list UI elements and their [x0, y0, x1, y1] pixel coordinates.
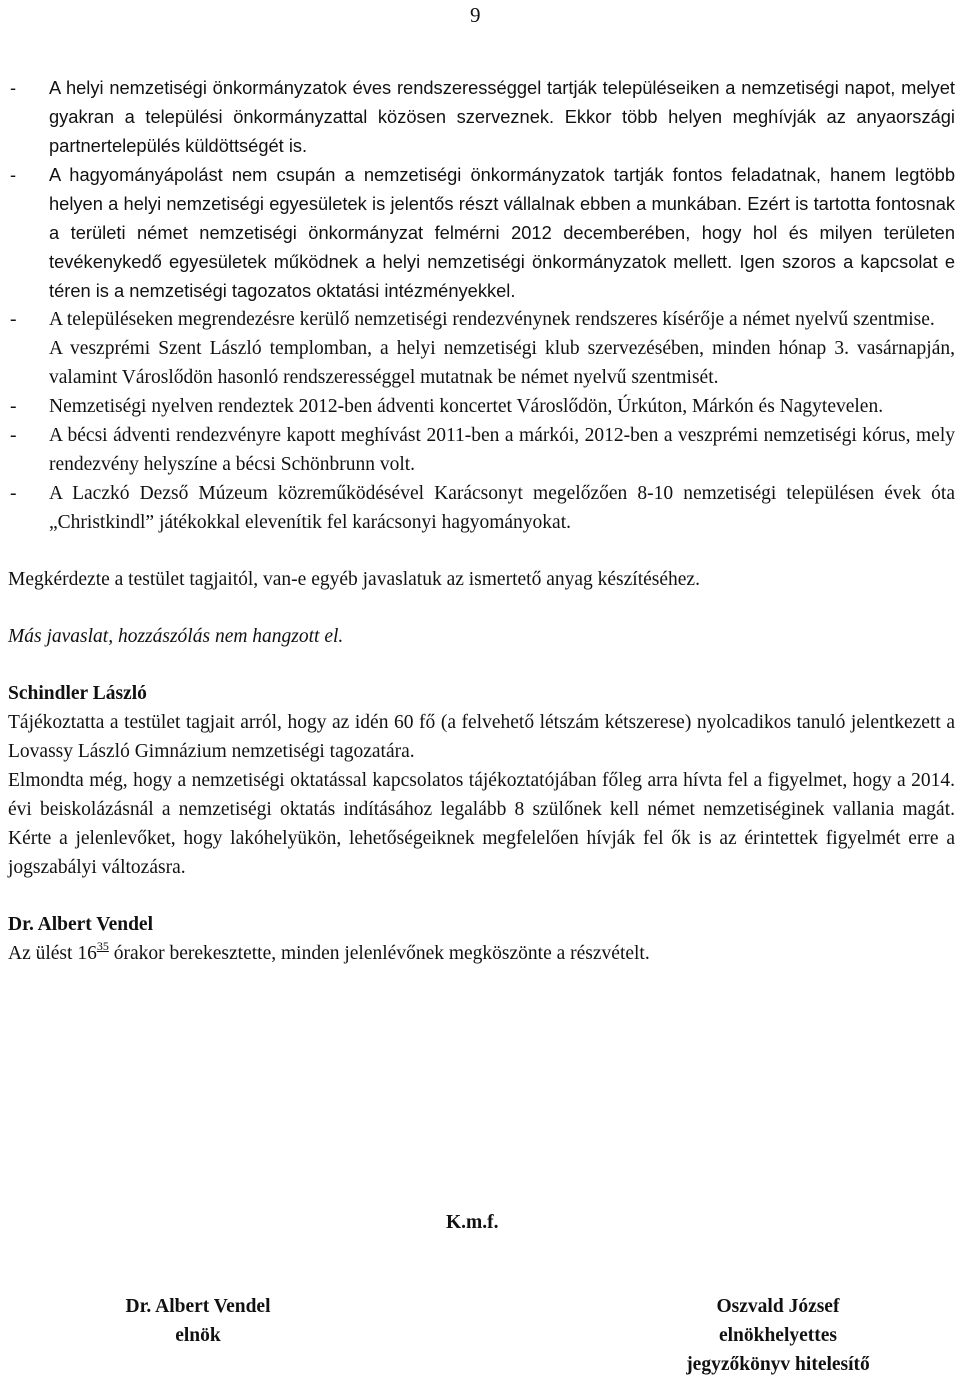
document-body [8, 73, 955, 968]
page-number: 9 [470, 3, 481, 27]
question-paragraph: Megkérdezte a testület tagjaitól, van-e egyéb javaslatuk az ismertető anyag készítéséhez. [8, 569, 700, 590]
list-item [8, 305, 955, 334]
list-item-text: A településeken megrendezésre kerülő nemzetiségi rendezvénynek rendszeres kísérője a német nyelvű szentmise. [49, 309, 935, 330]
list-item [8, 160, 955, 305]
speaker-paragraph: Tájékoztatta a testület tagjait arról, hogy az idén 60 fő (a felvehető létszám kétszerese) nyolcadikos tanuló jelentkezett a Lovassy László Gimnázium nemzetiségi tagozatára. [8, 712, 955, 762]
list-item-text: A hagyományápolást nem csupán a nemzetiségi önkormányzatok tartják fontos feladatnak, hanem legtöbb helyen a helyi nemzetiségi egyesületek is jelentős részt vállalnak ebben a munkában. Ezért is tartotta fontosnak a területi német nemzetiségi önkormányzat felmérni 2012 decemberében, hogy hol és milyen területen tevékenykedő egyesületek működnek a helyi nemzetiségi önkormányzatok mellett. Igen szoros a kapcsolat e téren is a nemzetiségi tagozatos oktatási intézményekkel. [49, 164, 955, 301]
signature-right [648, 1292, 908, 1379]
bullet-dash: - [10, 309, 17, 330]
list-item [8, 392, 955, 421]
bullet-dash: - [10, 396, 17, 417]
closing-minutes: 35 [96, 939, 109, 953]
bullet-dash: - [10, 77, 17, 98]
list-item-text: Nemzetiségi nyelven rendeztek 2012-ben ádventi koncertet Városlődön, Úrkúton, Márkón és Nagytevelen. [49, 396, 884, 417]
signatory-name: Oszvald József [716, 1296, 840, 1317]
kmf-label: K.m.f. [446, 1212, 499, 1233]
signatory-role: elnök [175, 1325, 221, 1346]
signatory-name: Dr. Albert Vendel [125, 1296, 271, 1317]
signatory-role-secondary: jegyzőkönyv hitelesítő [686, 1354, 870, 1375]
bullet-dash: - [10, 164, 17, 185]
speaker-name: Schindler László [8, 683, 147, 704]
list-item [8, 479, 955, 537]
speaker-name: Dr. Albert Vendel [8, 914, 154, 935]
list-item-text: A bécsi ádventi rendezvényre kapott meghívást 2011-ben a márkói, 2012-ben a veszprémi nemzetiségi kórus, mely rendezvény helyszíne a bécsi Schönbrunn volt. [49, 425, 955, 475]
closing-statement [8, 939, 955, 968]
signature-left [98, 1292, 298, 1350]
paragraph-veszprem: A veszprémi Szent László templomban, a helyi nemzetiségi klub szervezésében, minden hónap 3. vasárnapján, valamint Városlődön hasonló rendszerességgel mutatnak be német nyelvű szentmisét. [49, 338, 955, 388]
list-item [8, 421, 955, 479]
closing-text-after: órakor berekesztette, minden jelenlévőnek megköszönte a részvételt. [108, 943, 650, 964]
list-item-text: A helyi nemzetiségi önkormányzatok éves rendszerességgel tartják településeiken a nemzetiségi napot, melyet gyakran a települési önkormányzattal közösen szerveznek. Ekkor több helyen meghívják az anyaországi partnertelepülés küldöttségét is. [49, 77, 955, 156]
closing-text-before: Az ülést 16 [8, 943, 97, 964]
signatory-role: elnökhelyettes [718, 1325, 838, 1346]
list-item-text: A Laczkó Dezső Múzeum közreműködésével Karácsonyt megelőzően 8-10 nemzetiségi településen évek óta „Christkindl” játékokkal elevenítik fel karácsonyi hagyományokat. [49, 483, 955, 533]
bullet-dash: - [10, 483, 17, 504]
no-other-remarks: Más javaslat, hozzászólás nem hangzott el. [8, 626, 344, 647]
bullet-dash: - [10, 425, 17, 446]
speaker-paragraph: Elmondta még, hogy a nemzetiségi oktatással kapcsolatos tájékoztatójában főleg arra hívta fel a figyelmet, hogy a 2014. évi beiskolázásnál a nemzetiségi oktatás indításához legalább 8 szülőnek kell német nemzetiséginek vallania magát. Kérte a jelenlevőket, hogy lakóhelyükön, lehetőségeiknek megfelelően hívják fel ők is az érintettek figyelmét erre a jogszabályi változásra. [8, 770, 955, 878]
list-item [8, 73, 955, 160]
